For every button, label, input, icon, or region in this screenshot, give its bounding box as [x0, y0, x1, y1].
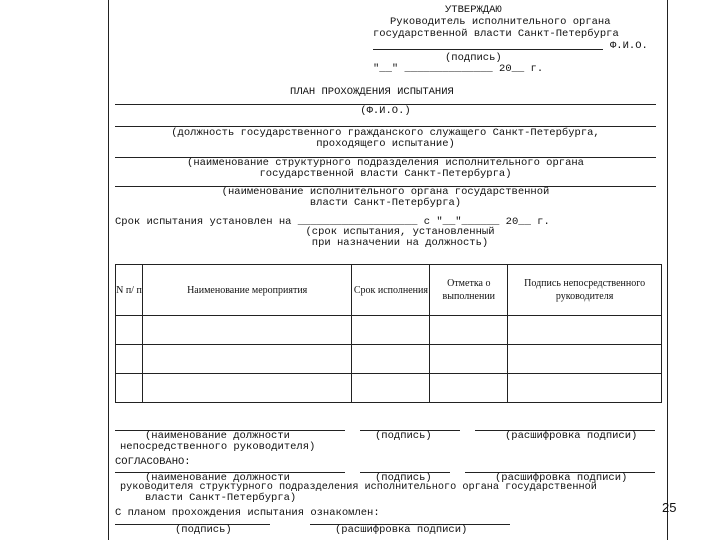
table-cell[interactable] [508, 374, 662, 403]
division-caption-2: государственной власти Санкт-Петербурга) [259, 168, 512, 180]
table-cell[interactable] [508, 345, 662, 374]
table-row [116, 316, 662, 345]
approve-line-2: государственной власти Санкт-Петербурга [373, 28, 619, 40]
table-cell[interactable] [430, 345, 508, 374]
approve-line-1: Руководитель исполнительного органа [390, 16, 611, 28]
table-cell[interactable] [508, 316, 662, 345]
approve-sign-line [373, 49, 603, 50]
hr-caption-line-3: власти Санкт-Петербурга) [145, 492, 297, 504]
hr-sign-caption: (подпись) [375, 472, 432, 484]
acquainted-label: С планом прохождения испытания ознакомлен: [115, 507, 380, 519]
term-line: Срок испытания установлен на ___________________ с "__"______ 20__ г. [115, 216, 550, 228]
manager-position-caption-1: (наименование должности [145, 430, 290, 442]
table-cell[interactable] [116, 345, 143, 374]
organ-caption-2: власти Санкт-Петербурга) [309, 197, 462, 209]
table-cell[interactable] [352, 345, 430, 374]
plan-title: ПЛАН ПРОХОЖДЕНИЯ ИСПЫТАНИЯ [290, 86, 454, 98]
table-cell[interactable] [352, 374, 430, 403]
header-completion-mark: Отметка о выполнении [430, 265, 508, 316]
manager-decode-caption: (расшифровка подписи) [505, 430, 638, 442]
hr-decode-caption: (расшифровка подписи) [495, 472, 628, 484]
hr-caption-line-2: руководителя структурного подразделения исполнительного органа государственной [120, 482, 597, 493]
table-cell[interactable] [142, 316, 351, 345]
header-number: N п/ п [116, 265, 143, 316]
table-cell[interactable] [116, 316, 143, 345]
employee-sign-caption: (подпись) [175, 524, 232, 536]
approve-fio: Ф.И.О. [610, 40, 648, 52]
approve-title: УТВЕРЖДАЮ [445, 4, 502, 16]
page-number: 25 [662, 500, 677, 515]
approve-sign-caption: (подпись) [445, 52, 502, 64]
table-cell[interactable] [430, 316, 508, 345]
plan-table [115, 264, 662, 403]
header-activity: Наименование мероприятия [142, 265, 351, 316]
approve-date: "__" ______________ 20__ г. [373, 63, 544, 75]
table-header-row [116, 265, 662, 316]
table-cell[interactable] [142, 374, 351, 403]
table-cell[interactable] [116, 374, 143, 403]
manager-sign-caption: (подпись) [375, 430, 432, 442]
table-cell[interactable] [142, 345, 351, 374]
division-caption-1: (наименование структурного подразделения исполнительного органа [187, 157, 584, 169]
organ-caption-1: (наименование исполнительного органа государственной [221, 186, 550, 198]
term-note-2: при назначении на должность) [311, 237, 489, 249]
table-row [116, 345, 662, 374]
position-caption-2: проходящего испытание) [316, 138, 455, 150]
agreed-label: СОГЛАСОВАНО: [115, 456, 191, 468]
employee-decode-caption: (расшифровка подписи) [335, 524, 468, 536]
manager-position-caption-2: непосредственного руководителя) [120, 441, 316, 453]
header-deadline: Срок исполнения [352, 265, 430, 316]
table-cell[interactable] [352, 316, 430, 345]
term-note-1: (срок испытания, установленный [305, 226, 495, 238]
table-row [116, 374, 662, 403]
position-caption-1: (должность государственного гражданского служащего Санкт-Петербурга, [171, 127, 600, 139]
table-cell[interactable] [430, 374, 508, 403]
hr-position-caption: (наименование должности [145, 472, 290, 484]
fio-caption: (Ф.И.О.) [360, 105, 411, 117]
header-manager-signature: Подпись непосредственного руководителя [508, 265, 662, 316]
